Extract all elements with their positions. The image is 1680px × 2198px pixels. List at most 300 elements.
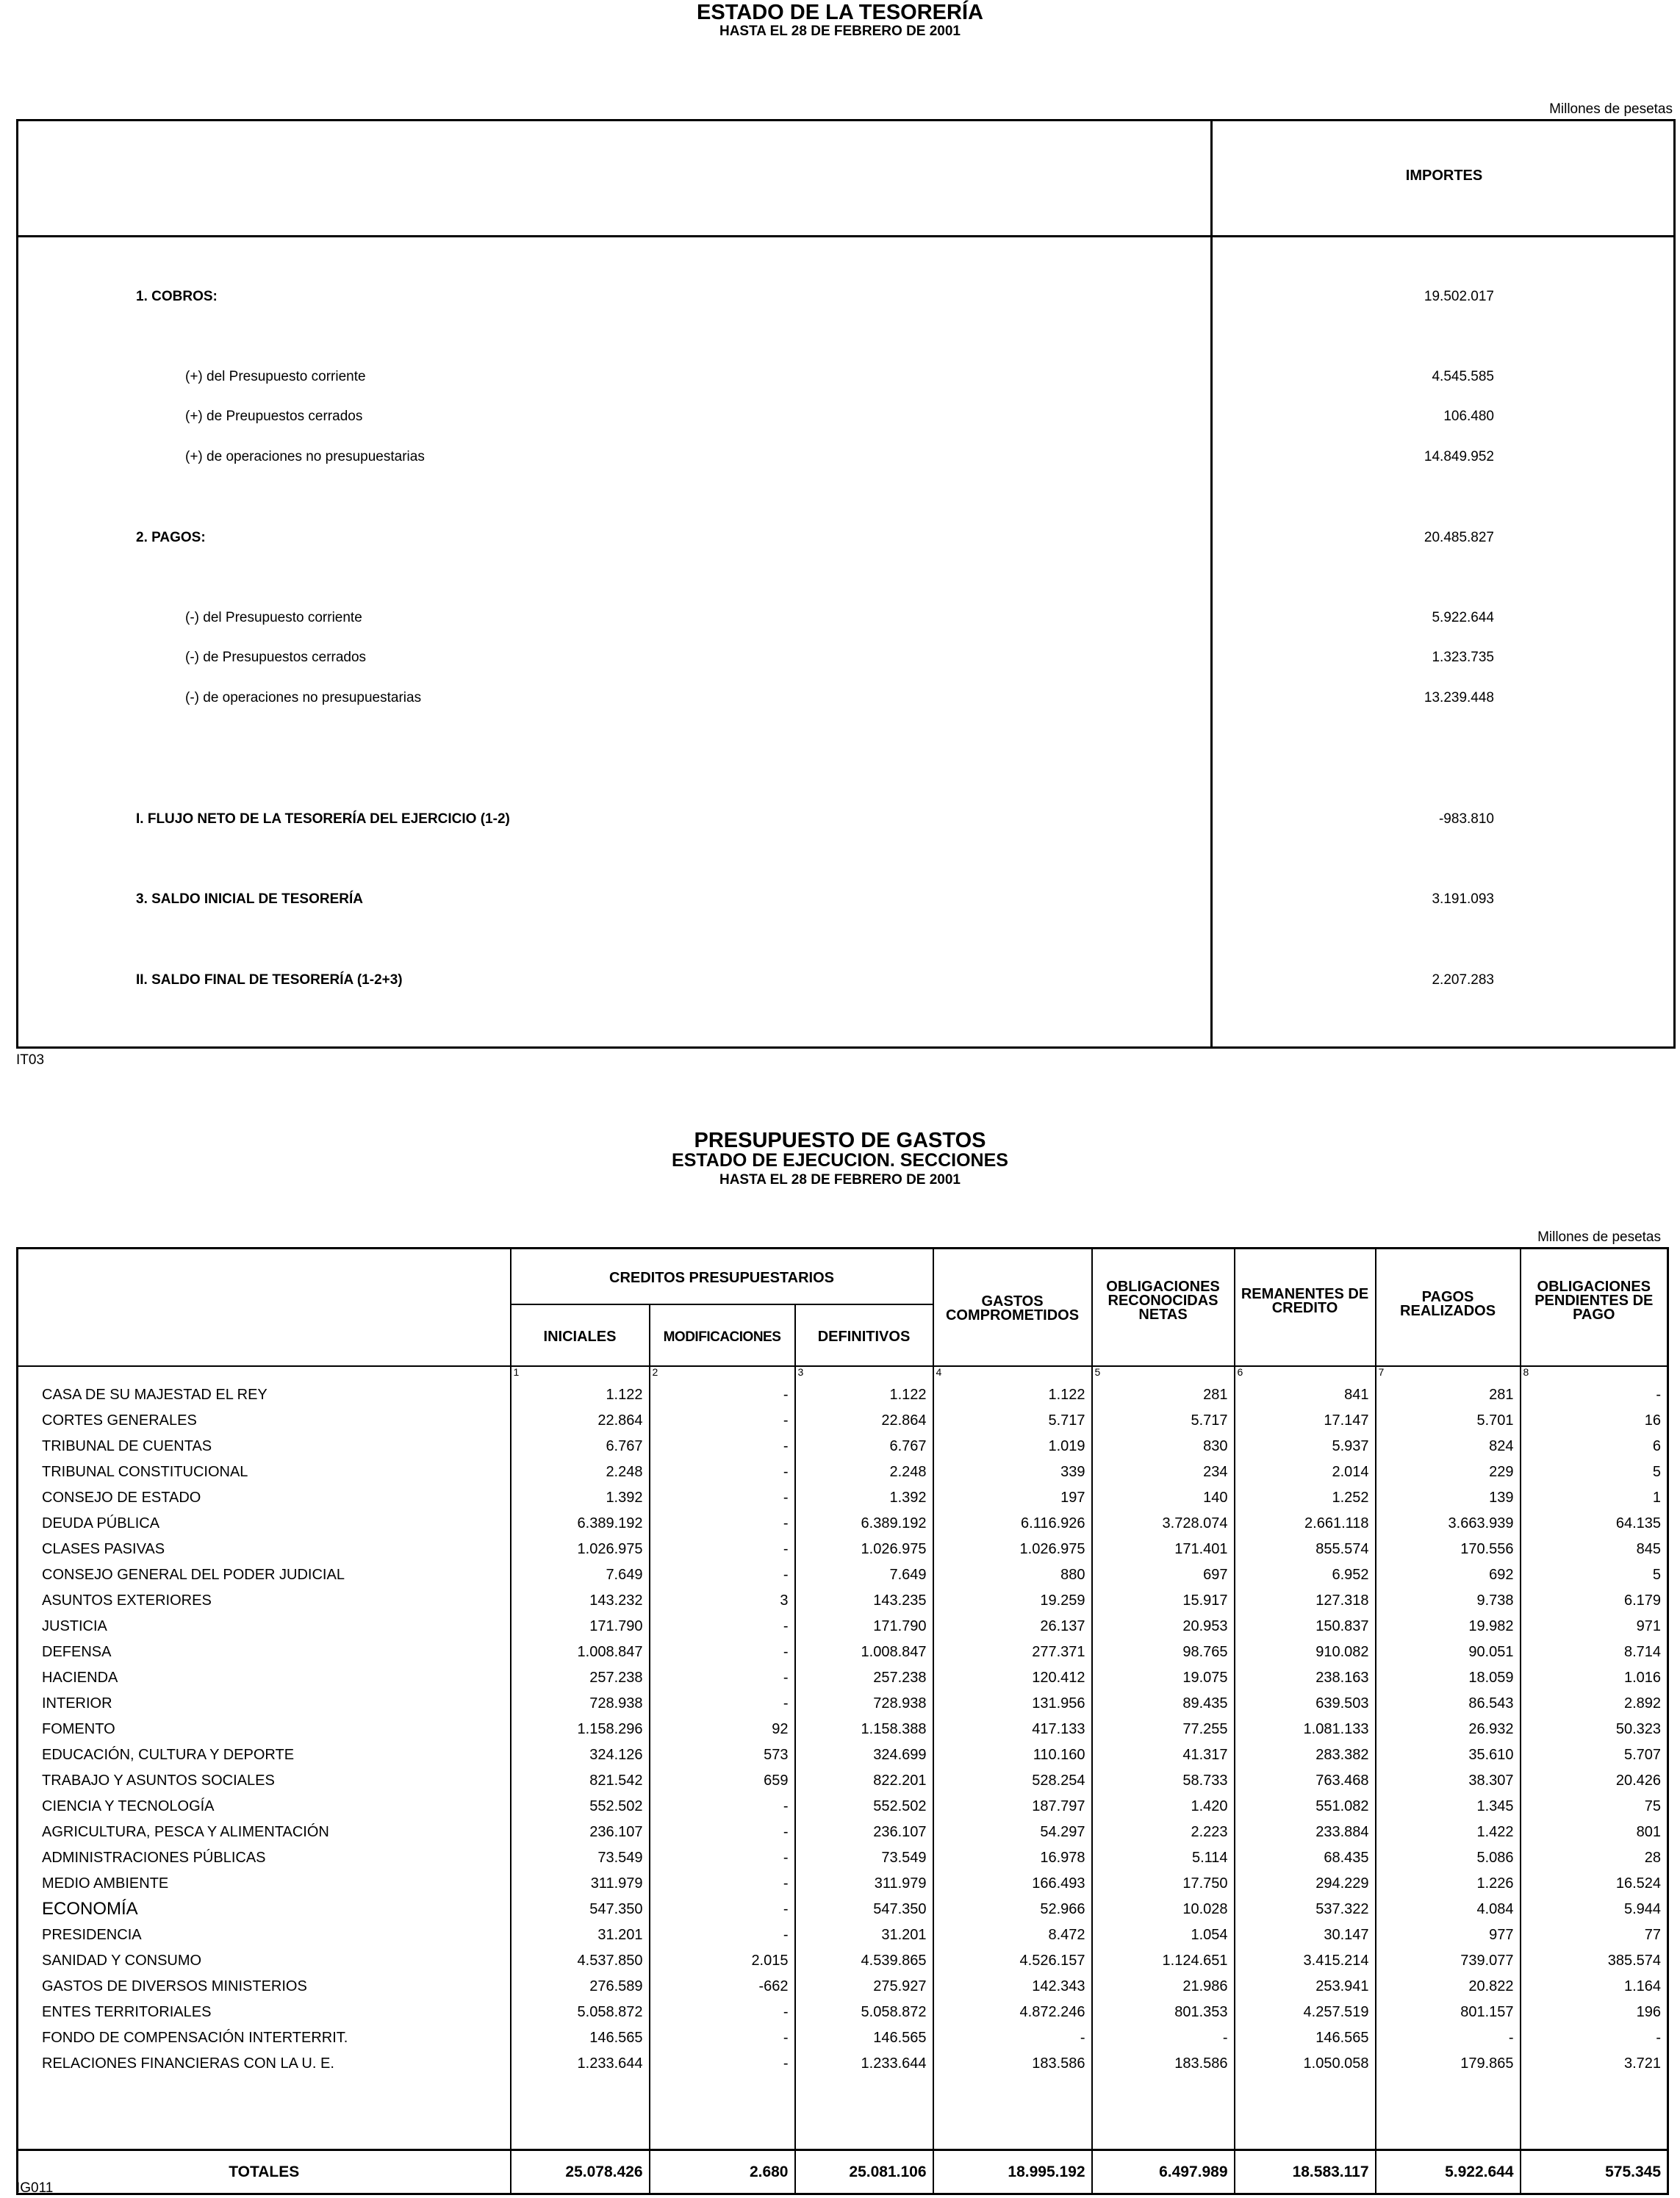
row-cell-value: 31.201 [795, 1922, 933, 1948]
row-cell-value: 50.323 [1521, 1717, 1668, 1742]
row-cell-value: 1.233.644 [511, 2051, 650, 2077]
tes-row-label: I. FLUJO NETO DE LA TESORERÍA DEL EJERCICIO (1-2) [136, 811, 510, 827]
tes-row-value: 13.239.448 [1424, 690, 1494, 705]
row-cell-value: - [933, 2025, 1092, 2051]
row-cell-value: 253.941 [1235, 1974, 1376, 2000]
row-section-name: FOMENTO [18, 1717, 511, 1742]
row-cell-value: 1.392 [511, 1485, 650, 1511]
header-comprometidos: GASTOS COMPROMETIDOS [933, 1249, 1092, 1366]
row-cell-value: 659 [650, 1768, 795, 1794]
row-cell-value: 692 [1376, 1562, 1521, 1588]
tes-row-label: (-) de operaciones no presupuestarias [185, 690, 422, 705]
row-cell-value: 1.019 [933, 1434, 1092, 1459]
row-cell-value: 110.160 [933, 1742, 1092, 1768]
row-section-name: DEUDA PÚBLICA [18, 1511, 511, 1537]
table-row [18, 2000, 1668, 2025]
row-cell-value: 15.917 [1092, 1588, 1235, 1614]
table-row [18, 1614, 1668, 1639]
row-cell-value: 77 [1521, 1922, 1668, 1948]
row-cell-value: 8.472 [933, 1922, 1092, 1948]
row-cell-value: 142.343 [933, 1974, 1092, 2000]
spacer-cell [1092, 2077, 1235, 2150]
col-number: 6 [1235, 1366, 1376, 1382]
row-cell-value: 6.952 [1235, 1562, 1376, 1588]
tesoreria-table-frame [16, 119, 1676, 1049]
tes-row-value: 19.502.017 [1424, 289, 1494, 304]
row-cell-value: 166.493 [933, 1871, 1092, 1897]
table-row [18, 1948, 1668, 1974]
row-section-name: CONSEJO GENERAL DEL PODER JUDICIAL [18, 1562, 511, 1588]
row-cell-value: 3.728.074 [1092, 1511, 1235, 1537]
tesoreria-subtitle: HASTA EL 28 DE FEBRERO DE 2001 [719, 24, 961, 39]
row-cell-value: 6.179 [1521, 1588, 1668, 1614]
header-creditos: CREDITOS PRESUPUESTARIOS [511, 1249, 933, 1304]
row-cell-value: 21.986 [1092, 1974, 1235, 2000]
row-section-name: CLASES PASIVAS [18, 1537, 511, 1562]
row-cell-value: 6 [1521, 1434, 1668, 1459]
row-cell-value: 41.317 [1092, 1742, 1235, 1768]
col-number-blank [18, 1366, 511, 1382]
row-cell-value: 5.701 [1376, 1408, 1521, 1434]
row-cell-value: 311.979 [795, 1871, 933, 1897]
row-cell-value: 22.864 [795, 1408, 933, 1434]
row-cell-value: 52.966 [933, 1897, 1092, 1922]
row-section-name: ADMINISTRACIONES PÚBLICAS [18, 1845, 511, 1871]
row-cell-value: 830 [1092, 1434, 1235, 1459]
row-cell-value: 5.086 [1376, 1845, 1521, 1871]
row-cell-value: 54.297 [933, 1820, 1092, 1845]
row-cell-value: 2.223 [1092, 1820, 1235, 1845]
row-cell-value: 845 [1521, 1537, 1668, 1562]
row-cell-value: 283.382 [1235, 1742, 1376, 1768]
row-cell-value: 728.938 [795, 1691, 933, 1717]
row-cell-value: 3.663.939 [1376, 1511, 1521, 1537]
row-cell-value: 739.077 [1376, 1948, 1521, 1974]
row-cell-value: 171.790 [795, 1614, 933, 1639]
row-cell-value: 86.543 [1376, 1691, 1521, 1717]
row-cell-value: 92 [650, 1717, 795, 1742]
row-cell-value: - [650, 1871, 795, 1897]
col-number: 2 [650, 1366, 795, 1382]
row-cell-value: 971 [1521, 1614, 1668, 1639]
row-cell-value: 1.124.651 [1092, 1948, 1235, 1974]
table-row [18, 1974, 1668, 2000]
row-cell-value: 9.738 [1376, 1588, 1521, 1614]
row-cell-value: - [1376, 2025, 1521, 2051]
row-cell-value: 1.422 [1376, 1820, 1521, 1845]
row-cell-value: 171.790 [511, 1614, 650, 1639]
row-cell-value: 763.468 [1235, 1768, 1376, 1794]
table-row [18, 1639, 1668, 1665]
row-cell-value: 10.028 [1092, 1897, 1235, 1922]
row-cell-value: 1.420 [1092, 1794, 1235, 1820]
row-cell-value: 183.586 [933, 2051, 1092, 2077]
header-pagos: PAGOS REALIZADOS [1376, 1249, 1521, 1366]
row-cell-value: 5 [1521, 1459, 1668, 1485]
row-cell-value: - [650, 1794, 795, 1820]
row-cell-value: - [650, 1485, 795, 1511]
row-cell-value: 196 [1521, 2000, 1668, 2025]
row-cell-value: 910.082 [1235, 1639, 1376, 1665]
row-cell-value: 1.081.133 [1235, 1717, 1376, 1742]
row-cell-value: 821.542 [511, 1768, 650, 1794]
row-cell-value: 16 [1521, 1408, 1668, 1434]
row-cell-value: 822.201 [795, 1768, 933, 1794]
row-cell-value: 30.147 [1235, 1922, 1376, 1948]
row-cell-value: 311.979 [511, 1871, 650, 1897]
row-cell-value: 7.649 [511, 1562, 650, 1588]
table-row [18, 1665, 1668, 1691]
tesoreria-unit: Millones de pesetas [1549, 101, 1673, 117]
row-cell-value: 324.699 [795, 1742, 933, 1768]
row-section-name: ENTES TERRITORIALES [18, 2000, 511, 2025]
row-cell-value: 257.238 [511, 1665, 650, 1691]
row-cell-value: - [650, 2051, 795, 2077]
row-cell-value: 16.978 [933, 1845, 1092, 1871]
row-cell-value: 5.717 [933, 1408, 1092, 1434]
row-cell-value: 16.524 [1521, 1871, 1668, 1897]
row-cell-value: 551.082 [1235, 1794, 1376, 1820]
row-cell-value: 5.114 [1092, 1845, 1235, 1871]
row-cell-value: 281 [1376, 1382, 1521, 1408]
table-row [18, 1691, 1668, 1717]
row-cell-value: 1.252 [1235, 1485, 1376, 1511]
row-cell-value: 417.133 [933, 1717, 1092, 1742]
row-cell-value: 6.389.192 [795, 1511, 933, 1537]
table-row [18, 1459, 1668, 1485]
row-cell-value: 146.565 [1235, 2025, 1376, 2051]
row-cell-value: 146.565 [511, 2025, 650, 2051]
row-cell-value: 1.050.058 [1235, 2051, 1376, 2077]
row-cell-value: 1.054 [1092, 1922, 1235, 1948]
row-cell-value: 385.574 [1521, 1948, 1668, 1974]
row-cell-value: 5.058.872 [511, 2000, 650, 2025]
tes-row-label: (+) de Preupuestos cerrados [185, 409, 363, 424]
row-cell-value: 6.767 [511, 1434, 650, 1459]
header-pendientes: OBLIGACIONES PENDIENTES DE PAGO [1521, 1249, 1668, 1366]
row-section-name: CORTES GENERALES [18, 1408, 511, 1434]
row-cell-value: 146.565 [795, 2025, 933, 2051]
totals-value: 18.995.192 [933, 2150, 1092, 2194]
row-cell-value: 4.526.157 [933, 1948, 1092, 1974]
row-cell-value: - [650, 1511, 795, 1537]
row-cell-value: - [650, 1434, 795, 1459]
gastos-code: IG011 [16, 2180, 54, 2196]
table-row [18, 1434, 1668, 1459]
row-cell-value: 275.927 [795, 1974, 933, 2000]
row-cell-value: 2.661.118 [1235, 1511, 1376, 1537]
table-row [18, 1537, 1668, 1562]
table-row [18, 1768, 1668, 1794]
row-cell-value: - [650, 2025, 795, 2051]
row-cell-value: 28 [1521, 1845, 1668, 1871]
row-cell-value: - [1521, 2025, 1668, 2051]
row-cell-value: 276.589 [511, 1974, 650, 2000]
row-cell-value: 234 [1092, 1459, 1235, 1485]
tes-row-value: 1.323.735 [1432, 650, 1494, 665]
tes-row-value: 4.545.585 [1432, 369, 1494, 384]
row-cell-value: 4.539.865 [795, 1948, 933, 1974]
row-cell-value: 1.158.388 [795, 1717, 933, 1742]
row-section-name: CONSEJO DE ESTADO [18, 1485, 511, 1511]
spacer-cell [795, 2077, 933, 2150]
row-cell-value: 294.229 [1235, 1871, 1376, 1897]
row-section-name: JUSTICIA [18, 1614, 511, 1639]
row-section-name: HACIENDA [18, 1665, 511, 1691]
row-cell-value: - [650, 1382, 795, 1408]
totals-label: TOTALES [18, 2150, 511, 2194]
row-cell-value: 5.937 [1235, 1434, 1376, 1459]
row-cell-value: 179.865 [1376, 2051, 1521, 2077]
row-cell-value: 90.051 [1376, 1639, 1521, 1665]
table-row [18, 1794, 1668, 1820]
row-cell-value: 5.058.872 [795, 2000, 933, 2025]
row-cell-value: 5.944 [1521, 1897, 1668, 1922]
row-cell-value: 3.721 [1521, 2051, 1668, 2077]
row-cell-value: 841 [1235, 1382, 1376, 1408]
tesoreria-code: IT03 [16, 1052, 45, 1068]
row-cell-value: 17.147 [1235, 1408, 1376, 1434]
row-cell-value: 140 [1092, 1485, 1235, 1511]
row-cell-value: 73.549 [795, 1845, 933, 1871]
row-cell-value: 68.435 [1235, 1845, 1376, 1871]
totals-value: 18.583.117 [1235, 2150, 1376, 2194]
row-cell-value: 4.084 [1376, 1897, 1521, 1922]
tes-row-label: 2. PAGOS: [136, 530, 206, 545]
spacer-cell [511, 2077, 650, 2150]
gastos-subtitle2: HASTA EL 28 DE FEBRERO DE 2001 [719, 1172, 961, 1188]
col-number: 8 [1521, 1366, 1668, 1382]
row-cell-value: 150.837 [1235, 1614, 1376, 1639]
row-cell-value: 3 [650, 1588, 795, 1614]
spacer-cell [1521, 2077, 1668, 2150]
table-row [18, 1562, 1668, 1588]
row-cell-value: 20.953 [1092, 1614, 1235, 1639]
row-cell-value: 19.259 [933, 1588, 1092, 1614]
table-row [18, 1820, 1668, 1845]
tes-row-label: 1. COBROS: [136, 289, 218, 304]
row-cell-value: 58.733 [1092, 1768, 1235, 1794]
table-row [18, 1382, 1668, 1408]
col-number: 4 [933, 1366, 1092, 1382]
row-section-name: INTERIOR [18, 1691, 511, 1717]
totals-value: 25.078.426 [511, 2150, 650, 2194]
row-cell-value: 801.353 [1092, 2000, 1235, 2025]
row-cell-value: 1.026.975 [795, 1537, 933, 1562]
row-cell-value: 1.226 [1376, 1871, 1521, 1897]
row-section-name: DEFENSA [18, 1639, 511, 1665]
row-cell-value: 2.015 [650, 1948, 795, 1974]
tes-row-value: 14.849.952 [1424, 449, 1494, 464]
table-row [18, 1897, 1668, 1922]
table-row [18, 2051, 1668, 2077]
row-cell-value: 1.392 [795, 1485, 933, 1511]
tes-row-value: 106.480 [1443, 409, 1494, 424]
col-number: 3 [795, 1366, 933, 1382]
table-spacer-row [18, 2077, 1668, 2150]
row-cell-value: 1.345 [1376, 1794, 1521, 1820]
row-cell-value: 1.016 [1521, 1665, 1668, 1691]
totals-value: 6.497.989 [1092, 2150, 1235, 2194]
row-cell-value: 2.892 [1521, 1691, 1668, 1717]
spacer-cell [650, 2077, 795, 2150]
row-cell-value: 2.248 [795, 1459, 933, 1485]
spacer-cell [18, 2077, 511, 2150]
row-cell-value: 552.502 [511, 1794, 650, 1820]
row-cell-value: 233.884 [1235, 1820, 1376, 1845]
row-cell-value: 8.714 [1521, 1639, 1668, 1665]
row-section-name: MEDIO AMBIENTE [18, 1871, 511, 1897]
row-section-name: CASA DE SU MAJESTAD EL REY [18, 1382, 511, 1408]
header-obligaciones: OBLIGACIONES RECONOCIDAS NETAS [1092, 1249, 1235, 1366]
row-cell-value: - [650, 1691, 795, 1717]
row-cell-value: 639.503 [1235, 1691, 1376, 1717]
spacer-cell [1376, 2077, 1521, 2150]
row-cell-value: 2.248 [511, 1459, 650, 1485]
row-cell-value: - [650, 2000, 795, 2025]
row-cell-value: - [650, 1562, 795, 1588]
row-cell-value: 1.122 [795, 1382, 933, 1408]
row-cell-value: 1.122 [933, 1382, 1092, 1408]
row-cell-value: 236.107 [511, 1820, 650, 1845]
tes-row-label: (+) del Presupuesto corriente [185, 369, 366, 384]
row-cell-value: 197 [933, 1485, 1092, 1511]
row-section-name: TRABAJO Y ASUNTOS SOCIALES [18, 1768, 511, 1794]
row-cell-value: - [650, 1537, 795, 1562]
row-cell-value: 801 [1521, 1820, 1668, 1845]
row-cell-value: 552.502 [795, 1794, 933, 1820]
row-cell-value: 89.435 [1092, 1691, 1235, 1717]
header-blank [18, 1249, 511, 1366]
tesoreria-column-divider [1210, 119, 1213, 1049]
row-cell-value: 20.426 [1521, 1768, 1668, 1794]
row-cell-value: 1.026.975 [933, 1537, 1092, 1562]
row-section-name: SANIDAD Y CONSUMO [18, 1948, 511, 1974]
col-number: 5 [1092, 1366, 1235, 1382]
row-cell-value: 17.750 [1092, 1871, 1235, 1897]
row-cell-value: - [650, 1820, 795, 1845]
row-section-name: AGRICULTURA, PESCA Y ALIMENTACIÓN [18, 1820, 511, 1845]
row-cell-value: - [650, 1897, 795, 1922]
gastos-unit: Millones de pesetas [1537, 1229, 1661, 1245]
row-cell-value: 120.412 [933, 1665, 1092, 1691]
row-cell-value: 6.389.192 [511, 1511, 650, 1537]
totals-value: 575.345 [1521, 2150, 1668, 2194]
row-cell-value: 20.822 [1376, 1974, 1521, 2000]
row-section-name: TRIBUNAL DE CUENTAS [18, 1434, 511, 1459]
row-cell-value: 3.415.214 [1235, 1948, 1376, 1974]
gastos-subtitle: ESTADO DE EJECUCION. SECCIONES [672, 1150, 1008, 1171]
col-number: 7 [1376, 1366, 1521, 1382]
row-cell-value: 139 [1376, 1485, 1521, 1511]
row-section-name: TRIBUNAL CONSTITUCIONAL [18, 1459, 511, 1485]
row-section-name: FONDO DE COMPENSACIÓN INTERTERRIT. [18, 2025, 511, 2051]
row-cell-value: 7.649 [795, 1562, 933, 1588]
table-row [18, 1485, 1668, 1511]
table-row [18, 1871, 1668, 1897]
row-cell-value: - [650, 1459, 795, 1485]
row-section-name: PRESIDENCIA [18, 1922, 511, 1948]
tesoreria-header-divider [16, 235, 1676, 237]
row-cell-value: 38.307 [1376, 1768, 1521, 1794]
tes-row-value: 3.191.093 [1432, 891, 1494, 907]
row-section-name: ECONOMÍA [18, 1897, 511, 1922]
row-cell-value: 547.350 [795, 1897, 933, 1922]
row-cell-value: 6.116.926 [933, 1511, 1092, 1537]
gastos-table [16, 1247, 1669, 2195]
table-row [18, 1511, 1668, 1537]
totals-value: 25.081.106 [795, 2150, 933, 2194]
col-number: 1 [511, 1366, 650, 1382]
table-row [18, 2025, 1668, 2051]
row-cell-value: 77.255 [1092, 1717, 1235, 1742]
totals-value: 5.922.644 [1376, 2150, 1521, 2194]
tes-row-label: (-) de Presupuestos cerrados [185, 650, 367, 665]
row-cell-value: 31.201 [511, 1922, 650, 1948]
row-cell-value: - [650, 1845, 795, 1871]
row-cell-value: 1.158.296 [511, 1717, 650, 1742]
row-cell-value: 573 [650, 1742, 795, 1768]
row-cell-value: 1.008.847 [795, 1639, 933, 1665]
row-cell-value: 26.137 [933, 1614, 1092, 1639]
row-cell-value: 35.610 [1376, 1742, 1521, 1768]
header-iniciales: INICIALES [511, 1304, 650, 1366]
row-cell-value: 187.797 [933, 1794, 1092, 1820]
row-cell-value: 1.122 [511, 1382, 650, 1408]
row-cell-value: 1.164 [1521, 1974, 1668, 2000]
row-cell-value: 26.932 [1376, 1717, 1521, 1742]
row-cell-value: 143.235 [795, 1588, 933, 1614]
row-cell-value: 4.872.246 [933, 2000, 1092, 2025]
row-cell-value: - [650, 1614, 795, 1639]
tes-row-label: (-) del Presupuesto corriente [185, 610, 362, 625]
importes-header: IMPORTES [1405, 168, 1483, 184]
tes-row-label: (+) de operaciones no presupuestarias [185, 449, 425, 464]
row-cell-value: 5.717 [1092, 1408, 1235, 1434]
row-section-name: EDUCACIÓN, CULTURA Y DEPORTE [18, 1742, 511, 1768]
row-section-name: RELACIONES FINANCIERAS CON LA U. E. [18, 2051, 511, 2077]
row-cell-value: - [1092, 2025, 1235, 2051]
row-cell-value: 131.956 [933, 1691, 1092, 1717]
table-row [18, 1408, 1668, 1434]
tes-row-value: 2.207.283 [1432, 972, 1494, 988]
row-section-name: CIENCIA Y TECNOLOGÍA [18, 1794, 511, 1820]
row-cell-value: 98.765 [1092, 1639, 1235, 1665]
tes-row-label: II. SALDO FINAL DE TESORERÍA (1-2+3) [136, 972, 403, 988]
tes-row-value: 5.922.644 [1432, 610, 1494, 625]
row-cell-value: - [650, 1922, 795, 1948]
column-numbers-row [18, 1366, 1668, 1382]
row-cell-value: 537.322 [1235, 1897, 1376, 1922]
row-cell-value: 339 [933, 1459, 1092, 1485]
row-cell-value: 277.371 [933, 1639, 1092, 1665]
tesoreria-title: ESTADO DE LA TESORERÍA [697, 1, 983, 24]
gastos-title: PRESUPUESTO DE GASTOS [694, 1129, 986, 1152]
row-cell-value: 4.537.850 [511, 1948, 650, 1974]
row-cell-value: 4.257.519 [1235, 2000, 1376, 2025]
row-cell-value: 64.135 [1521, 1511, 1668, 1537]
table-row [18, 1717, 1668, 1742]
row-cell-value: 5 [1521, 1562, 1668, 1588]
row-cell-value: 127.318 [1235, 1588, 1376, 1614]
header-remanentes: REMANENTES DE CREDITO [1235, 1249, 1376, 1366]
tes-row-value: 20.485.827 [1424, 530, 1494, 545]
row-cell-value: 171.401 [1092, 1537, 1235, 1562]
row-cell-value: 19.075 [1092, 1665, 1235, 1691]
row-cell-value: 824 [1376, 1434, 1521, 1459]
table-row [18, 1922, 1668, 1948]
row-cell-value: 1.008.847 [511, 1639, 650, 1665]
